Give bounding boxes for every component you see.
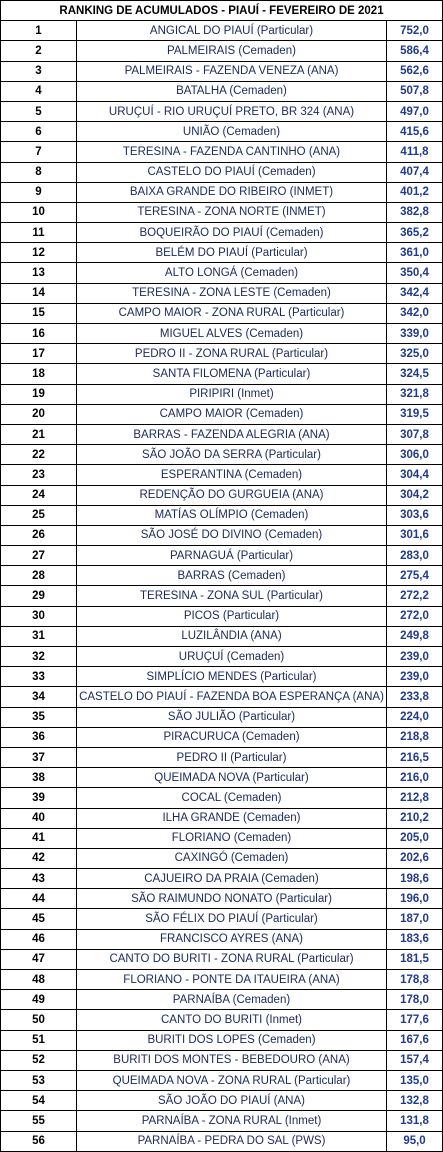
- station-cell: CAJUEIRO DA PRAIA (Cemaden): [77, 869, 387, 889]
- value-cell: 365,2: [387, 223, 443, 243]
- value-cell: 177,6: [387, 1010, 443, 1030]
- rank-cell: 16: [1, 324, 77, 344]
- rank-cell: 12: [1, 243, 77, 263]
- value-cell: 198,6: [387, 869, 443, 889]
- value-cell: 205,0: [387, 828, 443, 848]
- value-cell: 301,6: [387, 525, 443, 545]
- table-row: [1, 566, 443, 586]
- station-cell: PARNAÍBA - PEDRA DO SAL (PWS): [77, 1131, 387, 1151]
- value-cell: 342,0: [387, 303, 443, 323]
- rank-cell: 21: [1, 424, 77, 444]
- value-cell: 415,6: [387, 122, 443, 142]
- value-cell: 178,8: [387, 970, 443, 990]
- rank-cell: 14: [1, 283, 77, 303]
- table-row: [1, 949, 443, 969]
- value-cell: 239,0: [387, 647, 443, 667]
- value-cell: 306,0: [387, 445, 443, 465]
- value-cell: 202,6: [387, 848, 443, 868]
- station-cell: COCAL (Cemaden): [77, 788, 387, 808]
- table-row: [1, 525, 443, 545]
- table-row: [1, 788, 443, 808]
- station-cell: PIRIPIRI (Inmet): [77, 384, 387, 404]
- value-cell: 304,2: [387, 485, 443, 505]
- title-row: [1, 1, 443, 21]
- table-row: [1, 869, 443, 889]
- rank-cell: 39: [1, 788, 77, 808]
- value-cell: 233,8: [387, 687, 443, 707]
- value-cell: 339,0: [387, 324, 443, 344]
- table-row: [1, 707, 443, 727]
- table-row: [1, 828, 443, 848]
- value-cell: 131,8: [387, 1111, 443, 1131]
- table-row: [1, 61, 443, 81]
- table-row: [1, 1050, 443, 1070]
- rank-cell: 25: [1, 505, 77, 525]
- value-cell: 401,2: [387, 182, 443, 202]
- table-row: [1, 81, 443, 101]
- station-cell: CASTELO DO PIAUÍ - FAZENDA BOA ESPERANÇA (ANA): [77, 687, 387, 707]
- rank-cell: 50: [1, 1010, 77, 1030]
- station-cell: SÃO JOÃO DO PIAUÍ (ANA): [77, 1091, 387, 1111]
- value-cell: 321,8: [387, 384, 443, 404]
- rank-cell: 49: [1, 990, 77, 1010]
- rank-cell: 35: [1, 707, 77, 727]
- station-cell: CANTO DO BURITI (Inmet): [77, 1010, 387, 1030]
- station-cell: ALTO LONGÁ (Cemaden): [77, 263, 387, 283]
- value-cell: 178,0: [387, 990, 443, 1010]
- rank-cell: 6: [1, 122, 77, 142]
- table-row: [1, 687, 443, 707]
- station-cell: FLORIANO - PONTE DA ITAUEIRA (ANA): [77, 970, 387, 990]
- station-cell: FLORIANO (Cemaden): [77, 828, 387, 848]
- value-cell: 216,5: [387, 747, 443, 767]
- station-cell: SIMPLÍCIO MENDES (Particular): [77, 667, 387, 687]
- rank-cell: 36: [1, 727, 77, 747]
- station-cell: PARNAÍBA (Cemaden): [77, 990, 387, 1010]
- rank-cell: 11: [1, 223, 77, 243]
- value-cell: 224,0: [387, 707, 443, 727]
- rank-cell: 48: [1, 970, 77, 990]
- table-row: [1, 1131, 443, 1151]
- rank-cell: 5: [1, 101, 77, 121]
- table-row: [1, 223, 443, 243]
- station-cell: PEDRO II (Particular): [77, 747, 387, 767]
- rank-cell: 43: [1, 869, 77, 889]
- table-row: [1, 667, 443, 687]
- table-row: [1, 647, 443, 667]
- station-cell: PICOS (Particular): [77, 606, 387, 626]
- table-row: [1, 485, 443, 505]
- table-row: [1, 889, 443, 909]
- value-cell: 325,0: [387, 344, 443, 364]
- rank-cell: 32: [1, 647, 77, 667]
- value-cell: 157,4: [387, 1050, 443, 1070]
- value-cell: 303,6: [387, 505, 443, 525]
- table-row: [1, 424, 443, 444]
- value-cell: 752,0: [387, 21, 443, 41]
- table-row: [1, 1010, 443, 1030]
- station-cell: BOQUEIRÃO DO PIAUÍ (Cemaden): [77, 223, 387, 243]
- table-row: [1, 727, 443, 747]
- rank-cell: 10: [1, 202, 77, 222]
- table-row: [1, 162, 443, 182]
- rank-cell: 8: [1, 162, 77, 182]
- station-cell: SÃO RAIMUNDO NONATO (Particular): [77, 889, 387, 909]
- value-cell: 275,4: [387, 566, 443, 586]
- table-row: [1, 445, 443, 465]
- station-cell: SÃO JOÃO DA SERRA (Particular): [77, 445, 387, 465]
- rank-cell: 37: [1, 747, 77, 767]
- table-row: [1, 505, 443, 525]
- station-cell: CAXINGÓ (Cemaden): [77, 848, 387, 868]
- rank-cell: 29: [1, 586, 77, 606]
- value-cell: 342,4: [387, 283, 443, 303]
- station-cell: BARRAS - FAZENDA ALEGRIA (ANA): [77, 424, 387, 444]
- station-cell: URUÇUÍ (Cemaden): [77, 647, 387, 667]
- rank-cell: 55: [1, 1111, 77, 1131]
- table-row: [1, 990, 443, 1010]
- rank-cell: 38: [1, 768, 77, 788]
- value-cell: 95,0: [387, 1131, 443, 1151]
- rank-cell: 17: [1, 344, 77, 364]
- value-cell: 218,8: [387, 727, 443, 747]
- table-row: [1, 182, 443, 202]
- value-cell: 283,0: [387, 546, 443, 566]
- station-cell: SANTA FILOMENA (Particular): [77, 364, 387, 384]
- table-row: [1, 303, 443, 323]
- value-cell: 135,0: [387, 1070, 443, 1090]
- station-cell: TERESINA - ZONA SUL (Particular): [77, 586, 387, 606]
- station-cell: LUZILÂNDIA (ANA): [77, 626, 387, 646]
- table-row: [1, 21, 443, 41]
- rank-cell: 2: [1, 41, 77, 61]
- value-cell: 196,0: [387, 889, 443, 909]
- value-cell: 183,6: [387, 929, 443, 949]
- rank-cell: 52: [1, 1050, 77, 1070]
- value-cell: 187,0: [387, 909, 443, 929]
- station-cell: URUÇUÍ - RIO URUÇUÍ PRETO, BR 324 (ANA): [77, 101, 387, 121]
- value-cell: 181,5: [387, 949, 443, 969]
- table-row: [1, 243, 443, 263]
- table-row: [1, 324, 443, 344]
- table-row: [1, 384, 443, 404]
- value-cell: 382,8: [387, 202, 443, 222]
- table-title: RANKING DE ACUMULADOS - PIAUÍ - FEVEREIRO DE 2021: [1, 1, 443, 21]
- station-cell: TERESINA - FAZENDA CANTINHO (ANA): [77, 142, 387, 162]
- table-row: [1, 808, 443, 828]
- rank-cell: 27: [1, 546, 77, 566]
- table-row: [1, 404, 443, 424]
- rank-cell: 3: [1, 61, 77, 81]
- rank-cell: 46: [1, 929, 77, 949]
- table-row: [1, 909, 443, 929]
- rank-cell: 24: [1, 485, 77, 505]
- value-cell: 239,0: [387, 667, 443, 687]
- station-cell: MATÍAS OLÍMPIO (Cemaden): [77, 505, 387, 525]
- value-cell: 361,0: [387, 243, 443, 263]
- table-row: [1, 626, 443, 646]
- station-cell: CASTELO DO PIAUÍ (Cemaden): [77, 162, 387, 182]
- value-cell: 350,4: [387, 263, 443, 283]
- station-cell: UNIÃO (Cemaden): [77, 122, 387, 142]
- table-row: [1, 1030, 443, 1050]
- rank-cell: 7: [1, 142, 77, 162]
- station-cell: ILHA GRANDE (Cemaden): [77, 808, 387, 828]
- rank-cell: 34: [1, 687, 77, 707]
- rank-cell: 40: [1, 808, 77, 828]
- table-row: [1, 747, 443, 767]
- rank-cell: 23: [1, 465, 77, 485]
- rank-cell: 22: [1, 445, 77, 465]
- table-row: [1, 263, 443, 283]
- table-row: [1, 586, 443, 606]
- station-cell: TERESINA - ZONA LESTE (Cemaden): [77, 283, 387, 303]
- rank-cell: 31: [1, 626, 77, 646]
- station-cell: PARNAÍBA - ZONA RURAL (Inmet): [77, 1111, 387, 1131]
- value-cell: 497,0: [387, 101, 443, 121]
- station-cell: PALMEIRAIS - FAZENDA VENEZA (ANA): [77, 61, 387, 81]
- rank-cell: 26: [1, 525, 77, 545]
- station-cell: BURITI DOS MONTES - BEBEDOURO (ANA): [77, 1050, 387, 1070]
- table-row: [1, 929, 443, 949]
- station-cell: ESPERANTINA (Cemaden): [77, 465, 387, 485]
- value-cell: 212,8: [387, 788, 443, 808]
- rank-cell: 56: [1, 1131, 77, 1151]
- table-row: [1, 364, 443, 384]
- value-cell: 407,4: [387, 162, 443, 182]
- station-cell: PALMEIRAIS (Cemaden): [77, 41, 387, 61]
- rank-cell: 42: [1, 848, 77, 868]
- station-cell: CAMPO MAIOR (Cemaden): [77, 404, 387, 424]
- station-cell: QUEIMADA NOVA - ZONA RURAL (Particular): [77, 1070, 387, 1090]
- value-cell: 210,2: [387, 808, 443, 828]
- station-cell: PARNAGUÁ (Particular): [77, 546, 387, 566]
- station-cell: CANTO DO BURITI - ZONA RURAL (Particular): [77, 949, 387, 969]
- station-cell: BELÉM DO PIAUÍ (Particular): [77, 243, 387, 263]
- station-cell: PIRACURUCA (Cemaden): [77, 727, 387, 747]
- value-cell: 272,2: [387, 586, 443, 606]
- station-cell: BARRAS (Cemaden): [77, 566, 387, 586]
- table-row: [1, 970, 443, 990]
- value-cell: 249,8: [387, 626, 443, 646]
- rank-cell: 30: [1, 606, 77, 626]
- rank-cell: 33: [1, 667, 77, 687]
- table-row: [1, 344, 443, 364]
- value-cell: 167,6: [387, 1030, 443, 1050]
- rank-cell: 9: [1, 182, 77, 202]
- rank-cell: 44: [1, 889, 77, 909]
- rank-cell: 51: [1, 1030, 77, 1050]
- value-cell: 319,5: [387, 404, 443, 424]
- value-cell: 304,4: [387, 465, 443, 485]
- ranking-rows: [1, 21, 443, 1152]
- station-cell: SÃO FÉLIX DO PIAUÍ (Particular): [77, 909, 387, 929]
- value-cell: 507,8: [387, 81, 443, 101]
- table-row: [1, 142, 443, 162]
- station-cell: BAIXA GRANDE DO RIBEIRO (INMET): [77, 182, 387, 202]
- table-row: [1, 101, 443, 121]
- rank-cell: 1: [1, 21, 77, 41]
- table-row: [1, 283, 443, 303]
- rank-cell: 15: [1, 303, 77, 323]
- station-cell: MIGUEL ALVES (Cemaden): [77, 324, 387, 344]
- value-cell: 132,8: [387, 1091, 443, 1111]
- rank-cell: 13: [1, 263, 77, 283]
- table-row: [1, 848, 443, 868]
- table-row: [1, 122, 443, 142]
- station-cell: REDENÇÃO DO GURGUEIA (ANA): [77, 485, 387, 505]
- table-row: [1, 606, 443, 626]
- table-row: [1, 1070, 443, 1090]
- station-cell: TERESINA - ZONA NORTE (INMET): [77, 202, 387, 222]
- table-row: [1, 1111, 443, 1131]
- station-cell: ANGICAL DO PIAUÍ (Particular): [77, 21, 387, 41]
- rank-cell: 41: [1, 828, 77, 848]
- station-cell: QUEIMADA NOVA (Particular): [77, 768, 387, 788]
- value-cell: 272,0: [387, 606, 443, 626]
- station-cell: SÃO JULIÃO (Particular): [77, 707, 387, 727]
- rank-cell: 28: [1, 566, 77, 586]
- station-cell: BATALHA (Cemaden): [77, 81, 387, 101]
- rank-cell: 20: [1, 404, 77, 424]
- value-cell: 586,4: [387, 41, 443, 61]
- table-row: [1, 768, 443, 788]
- table-row: [1, 546, 443, 566]
- rank-cell: 53: [1, 1070, 77, 1090]
- station-cell: PEDRO II - ZONA RURAL (Particular): [77, 344, 387, 364]
- rank-cell: 54: [1, 1091, 77, 1111]
- rank-cell: 4: [1, 81, 77, 101]
- station-cell: CAMPO MAIOR - ZONA RURAL (Particular): [77, 303, 387, 323]
- table-row: [1, 41, 443, 61]
- station-cell: FRANCISCO AYRES (ANA): [77, 929, 387, 949]
- table-row: [1, 202, 443, 222]
- value-cell: 411,8: [387, 142, 443, 162]
- rank-cell: 19: [1, 384, 77, 404]
- table-row: [1, 465, 443, 485]
- value-cell: 216,0: [387, 768, 443, 788]
- rank-cell: 47: [1, 949, 77, 969]
- station-cell: SÃO JOSÉ DO DIVINO (Cemaden): [77, 525, 387, 545]
- value-cell: 562,6: [387, 61, 443, 81]
- value-cell: 307,8: [387, 424, 443, 444]
- station-cell: BURITI DOS LOPES (Cemaden): [77, 1030, 387, 1050]
- rank-cell: 18: [1, 364, 77, 384]
- rank-cell: 45: [1, 909, 77, 929]
- value-cell: 324,5: [387, 364, 443, 384]
- table-row: [1, 1091, 443, 1111]
